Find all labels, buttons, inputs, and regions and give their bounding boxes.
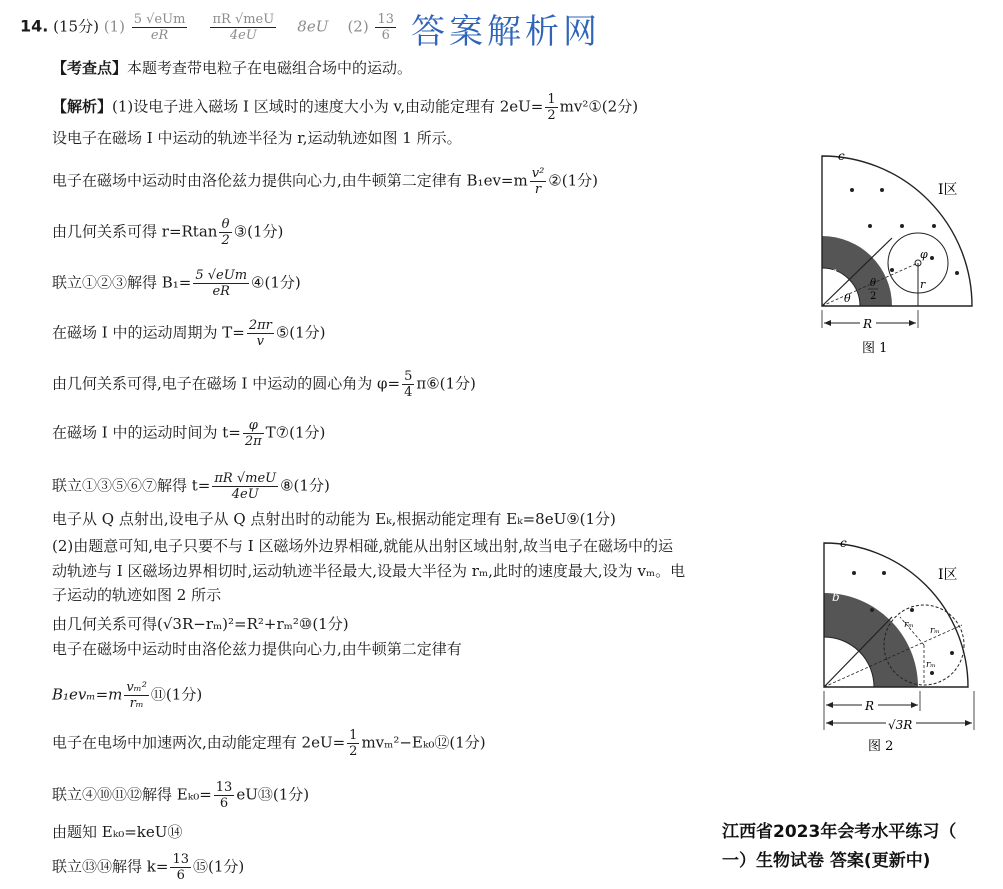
fraction: $\frac{1}{2}$ <box>349 728 358 759</box>
solution-line-9 <box>52 471 330 502</box>
equation-tail: ③(1分) <box>233 222 284 241</box>
fraction: $\frac{2\pi r}{v}$ <box>248 318 272 349</box>
fig2-label-sqrt3R: √3R <box>888 718 913 732</box>
solution-text: 在磁场 I 中的运动时间为 t= <box>52 423 241 442</box>
fraction: $\frac{\text{v²}}{r}$ <box>531 166 545 197</box>
exam-point-tag: 【考查点】 <box>52 59 128 77</box>
fig1-label-phi: φ <box>920 248 928 261</box>
solution-line-13: 子运动的轨迹如图 2 所示 <box>52 586 222 604</box>
fig1-label-theta: θ <box>844 292 851 305</box>
question-points: (15分) <box>53 17 99 36</box>
field-dot <box>930 256 934 260</box>
field-dot <box>955 271 959 275</box>
solution-text: 联立④⑩⑪⑫解得 Eₖ₀= <box>52 785 212 804</box>
fraction: $\frac{13}{6}$ <box>172 852 189 883</box>
fig2-label-rm-1: rₘ <box>904 620 914 630</box>
field-dot <box>910 608 914 612</box>
equation-tail: T⑦(1分) <box>265 423 326 442</box>
fraction: $\frac{\text{πR √meU}}{4eU}$ <box>214 471 277 502</box>
fig2-region-label: I区 <box>938 567 958 583</box>
dim-arrow-right <box>911 702 918 708</box>
fig2-label-b: b <box>832 590 840 604</box>
bottom-note-line2: 一）生物试卷 答案(更新中) <box>722 851 931 871</box>
fig1-label-R: R <box>863 317 873 331</box>
fig1-label-b: b <box>830 209 838 223</box>
fig2-label-a: a <box>832 640 840 654</box>
figure-1-diagram <box>812 148 987 363</box>
fraction: $\frac{13}{6}$ <box>215 780 233 811</box>
solution-line-1 <box>52 92 638 123</box>
solution-line-18 <box>52 780 309 811</box>
fig1-label-a: a <box>830 265 838 279</box>
field-dot <box>852 571 856 575</box>
solution-line-12: 动轨迹与 I 区磁场边界相切时,运动轨迹半径最大,设最大半径为 rₘ,此时的速度最大,设为 vₘ。电 <box>52 562 686 580</box>
fig1-label-theta-half-num: θ <box>870 278 877 289</box>
solution-line-3 <box>52 166 598 197</box>
field-dot <box>870 608 874 612</box>
solution-line-6 <box>52 318 326 349</box>
dim-arrow-right-2 <box>965 720 972 726</box>
field-dot <box>900 224 904 228</box>
fraction: $\frac{\theta}{2}$ <box>221 217 230 248</box>
equation-tail: ⑤(1分) <box>275 323 326 342</box>
fig1-label-theta-half-den: 2 <box>870 291 877 302</box>
solution-text: 由几何关系可得,电子在磁场 I 中运动的圆心角为 φ= <box>52 374 401 393</box>
field-dot <box>890 268 894 272</box>
solution-line-20 <box>52 852 244 883</box>
solution-line-15: 电子在磁场中运动时由洛伦兹力提供向心力,由牛顿第二定律有 <box>52 640 462 658</box>
figure-2-diagram <box>812 535 997 760</box>
dim-arrow-right <box>909 320 916 326</box>
solution-text: B₁evₘ=m <box>52 685 123 704</box>
fig1-region-label: I区 <box>938 182 958 198</box>
field-dot <box>880 188 884 192</box>
fig1-caption: 图 1 <box>862 341 888 356</box>
field-dot <box>868 224 872 228</box>
question-number: 14. <box>20 16 49 36</box>
field-dot <box>932 224 936 228</box>
fraction: $\frac{\varphi}{2\pi}$ <box>244 418 262 449</box>
equation-tail: π⑥(1分) <box>416 374 476 393</box>
bottom-note-line1: 江西省2023年会考水平练习（ <box>722 822 957 842</box>
equation-tail: ⑧(1分) <box>280 476 330 495</box>
fig2-label-R: R <box>865 699 875 713</box>
solution-line-10: 电子从 Q 点射出,设电子从 Q 点射出时的动能为 Eₖ,根据动能定理有 Eₖ=8eU⑨(1分) <box>52 510 616 528</box>
fig2-label-rm-2: rₘ <box>930 626 940 636</box>
solution-text: 在磁场 I 中的运动周期为 T= <box>52 323 245 342</box>
solution-text: 电子在电场中加速两次,由动能定理有 2eU= <box>52 733 346 752</box>
solution-line-2: 设电子在磁场 I 中运动的轨迹半径为 r,运动轨迹如图 1 所示。 <box>52 129 462 147</box>
solution-text: 联立①②③解得 B₁= <box>52 273 192 292</box>
fraction: $\frac{1}{2}$ <box>547 92 556 123</box>
figure-1 <box>812 148 987 367</box>
solution-tag: 【解析】 <box>52 97 113 116</box>
equation-tail: mvₘ²−Eₖ₀⑫(1分) <box>361 733 486 752</box>
equation-tail: ②(1分) <box>548 171 598 190</box>
equation-tail: ⑮(1分) <box>192 857 245 876</box>
fig1-label-c: c <box>838 149 845 163</box>
fig2-label-rm-3: rₘ <box>926 660 936 670</box>
equation-tail: mv²①(2分) <box>559 97 639 116</box>
fig2-label-c: c <box>840 536 847 550</box>
answer2-fraction: $\frac{\text{πR √meU}}{4eU}$ <box>212 12 275 43</box>
fig1-label-r: r <box>920 278 926 291</box>
part2-label: (2) <box>347 17 369 36</box>
solution-text: 由几何关系可得 r=Rtan <box>52 222 218 241</box>
fig2-caption: 图 2 <box>868 739 894 754</box>
solution-line-4 <box>52 217 283 248</box>
solution-line-11: (2)由题意可知,电子只要不与 I 区磁场外边界相碰,就能从出射区域出射,故当电子在磁场中的运 <box>52 537 674 555</box>
solution-text: 电子在磁场中运动时由洛伦兹力提供向心力,由牛顿第二定律有 B₁ev=m <box>52 171 528 190</box>
field-dot <box>930 671 934 675</box>
part1-label: (1) <box>103 17 125 36</box>
solution-line-8 <box>52 418 325 449</box>
solution-line-14: 由几何关系可得(√3R−rₘ)²=R²+rₘ²⑩(1分) <box>52 615 349 633</box>
solution-line-5 <box>52 268 301 299</box>
field-dot <box>882 571 886 575</box>
equation-tail: ④(1分) <box>251 273 301 292</box>
field-dot <box>850 188 854 192</box>
solution-line-16 <box>52 680 202 711</box>
solution-line-17 <box>52 728 486 759</box>
equation-tail: eU⑬(1分) <box>236 785 310 804</box>
dim-arrow-left-2 <box>826 720 833 726</box>
figure-2 <box>812 535 997 764</box>
answer4-fraction: $\frac{13}{6}$ <box>377 12 395 43</box>
exam-point-text: 本题考查带电粒子在电磁组合场中的运动。 <box>127 59 413 77</box>
exam-point-line <box>52 58 412 78</box>
dim-arrow-left <box>826 702 833 708</box>
answer1-fraction: $\frac{\text{5 √eUm}}{eR}$ <box>133 12 186 43</box>
watermark-text: 答案解析网 <box>411 12 601 52</box>
solution-line-19: 由题知 Eₖ₀=keU⑭ <box>52 823 183 841</box>
equation-tail: ⑪(1分) <box>150 685 203 704</box>
answer3: 8eU <box>297 17 329 36</box>
solution-line-7 <box>52 369 476 400</box>
question-header <box>20 12 398 43</box>
solution-text: (1)设电子进入磁场 I 区域时的速度大小为 v,由动能定理有 2eU= <box>112 97 544 116</box>
fraction: $\frac{\text{vₘ²}}{\text{rₘ}}$ <box>126 680 147 711</box>
dim-arrow-left <box>824 320 831 326</box>
fraction: $\frac{5}{4}$ <box>404 369 413 400</box>
solution-text: 联立①③⑤⑥⑦解得 t= <box>52 476 211 495</box>
field-dot <box>950 651 954 655</box>
solution-text: 联立⑬⑭解得 k= <box>52 857 169 876</box>
fraction: $\frac{\text{5 √eUm}}{eR}$ <box>195 268 248 299</box>
